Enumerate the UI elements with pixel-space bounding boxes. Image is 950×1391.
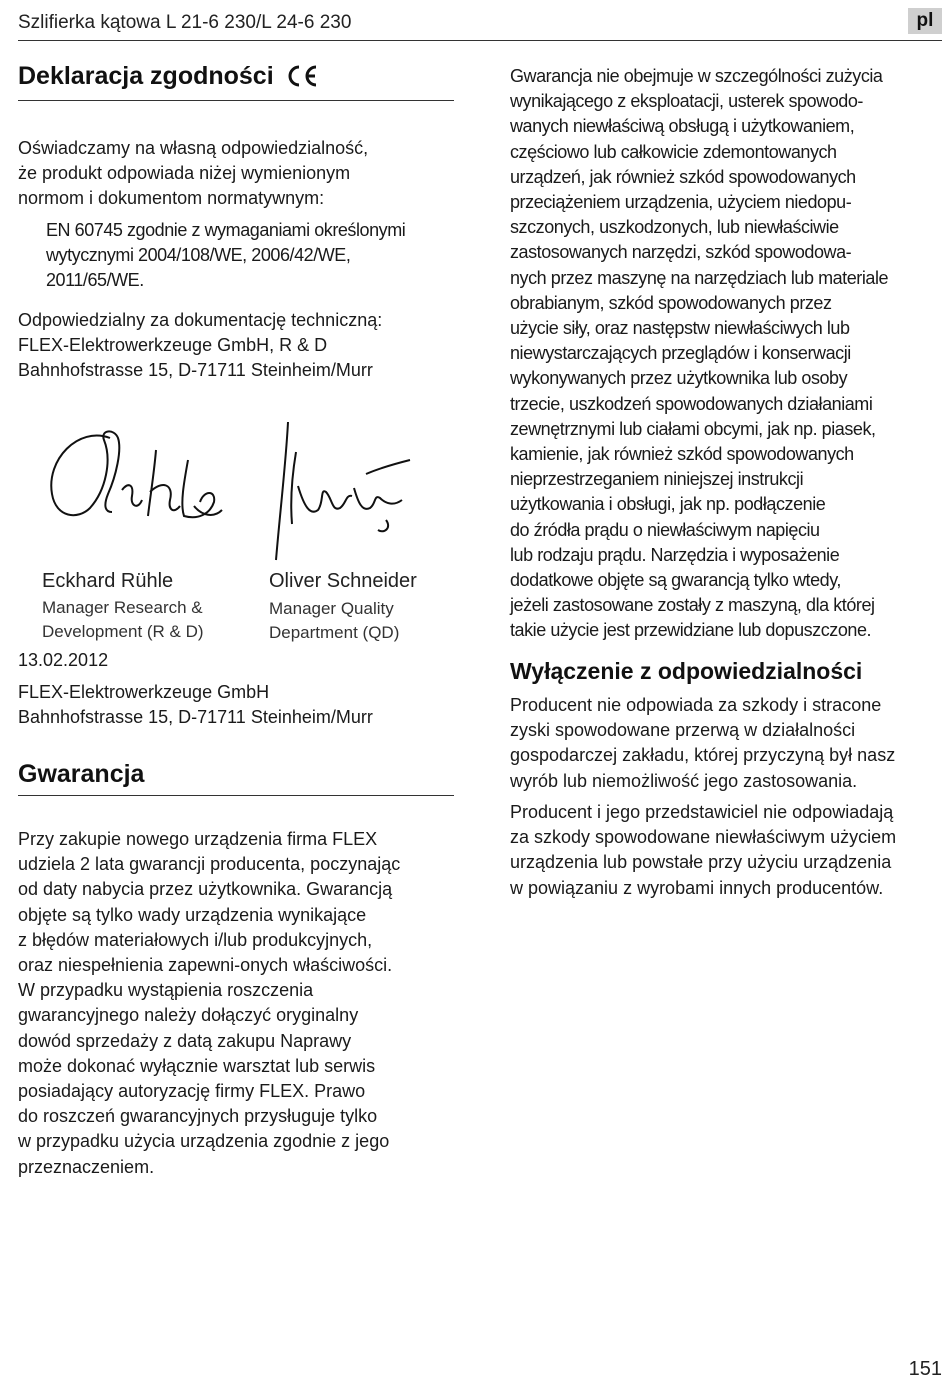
signatory-name: Eckhard Rühle [42,570,174,592]
declaration-intro: Oświadczamy na własną odpowiedzialność, że produkt odpowiada niżej wymienionym normom i dokumentom normatywnym: [18,138,369,209]
liability-heading: Wyłączenie z odpowiedzialności [510,658,863,684]
declaration-heading: Deklaracja zgodności [18,62,454,101]
liability-paragraph-1: Producent nie odpowiada za szkody i stracone zyski spowodowane przerwą w działalności gospodarczej zakładu, której przyczyną był nasz wyrób lub niemożliwość jego zastosowania. [510,695,896,791]
ce-mark-icon [285,65,319,94]
warranty-exclusions: Gwarancja nie obejmuje w szczególności zużycia wynikającego z eksploatacji, usterek spowodo- wanych niewłaściwą obsługą i użytkowaniem, częściowo lub całkowicie zdemontowanych urządzeń, jak również szkód spowodowanych przeciążeniem urządzenia, użyciem niedopu- szczonych, uszkodzonych, lub niewłaściwie zastosowanych narzędzi, szkód spowodowa- nych przez maszynę na narzędziach lub materiale obrabianym, szkód spowodowanych przez użycie siły, oraz następstw niewłaściwych lub niewystarczających przeglądów i konserwacji wykonywanych przez użytkownika lub osoby trzecie, uszkodzeń spowodowanych działaniami zewnętrznymi lub ciałami obcymi, jak np. piasek, kamienie, jak również szkód spowodowanych nieprzestrzeganiem niniejszej instrukcji użytkowania i obsługi, jak np. podłączenie do źródła prądu o niewłaściwym napięciu lub rodzaju prądu. Narzędzia i wyposażenie dodatkowe objęte są gwarancją tylko wtedy, jeżeli zastosowane zostały z maszyną, dla której takie użycie jest przewidziane lub dopuszczone. [510,66,889,641]
signatory-role: Manager Quality Department (QD) [269,599,400,642]
signature-ruhle [38,420,238,540]
responsible-party: Odpowiedzialny za dokumentację techniczną: FLEX-Elektrowerkzeuge GmbH, R & D Bahnhofstrasse 15, D-71711 Steinheim/Murr [18,310,383,381]
signatory-role: Manager Research & Development (R & D) [42,598,204,641]
signatory-name: Oliver Schneider [269,570,417,592]
declaration-norms: EN 60745 zgodnie z wymaganiami określonymi wytycznymi 2004/108/WE, 2006/42/WE, 2011/65/WE. [46,220,406,291]
page-header [18,0,942,41]
document-title: Szlifierka kątowa L 21-6 230/L 24-6 230 [18,12,352,33]
liability-paragraph-2: Producent i jego przedstawiciel nie odpowiadają za szkody spowodowane niewłaściwym użyciem urządzenia lub powstałe przy użyciu urządzenia w powiązaniu z wyrobami innych producentów. [510,802,897,898]
warranty-heading: Gwarancja [18,760,454,796]
company-address: FLEX-Elektrowerkzeuge GmbH Bahnhofstrasse 15, D-71711 Steinheim/Murr [18,682,373,728]
page-number: 151 [908,1358,942,1380]
signature-schneider [262,416,412,564]
language-badge: pl [908,8,942,34]
declaration-date: 13.02.2012 [18,650,109,670]
warranty-text: Przy zakupie nowego urządzenia firma FLEX udziela 2 lata gwarancji producenta, poczynając od daty nabycia przez użytkownika. Gwarancją objęte są tylko wady urządzenia wynikające z błędów materiałowych i/lub produkcyjnych, oraz niespełnienia zapewni-onych właściwości. W przypadku wystąpienia roszczenia gwarancyjnego należy dołączyć oryginalny dowód sprzedaży z datą zakupu Naprawy może dokonać wyłącznie warsztat lub serwis posiadający autoryzację firmy FLEX. Prawo do roszczeń gwarancyjnych przysługuje tylko w przypadku użycia urządzenia zgodnie z jego przeznaczeniem. [18,829,401,1177]
